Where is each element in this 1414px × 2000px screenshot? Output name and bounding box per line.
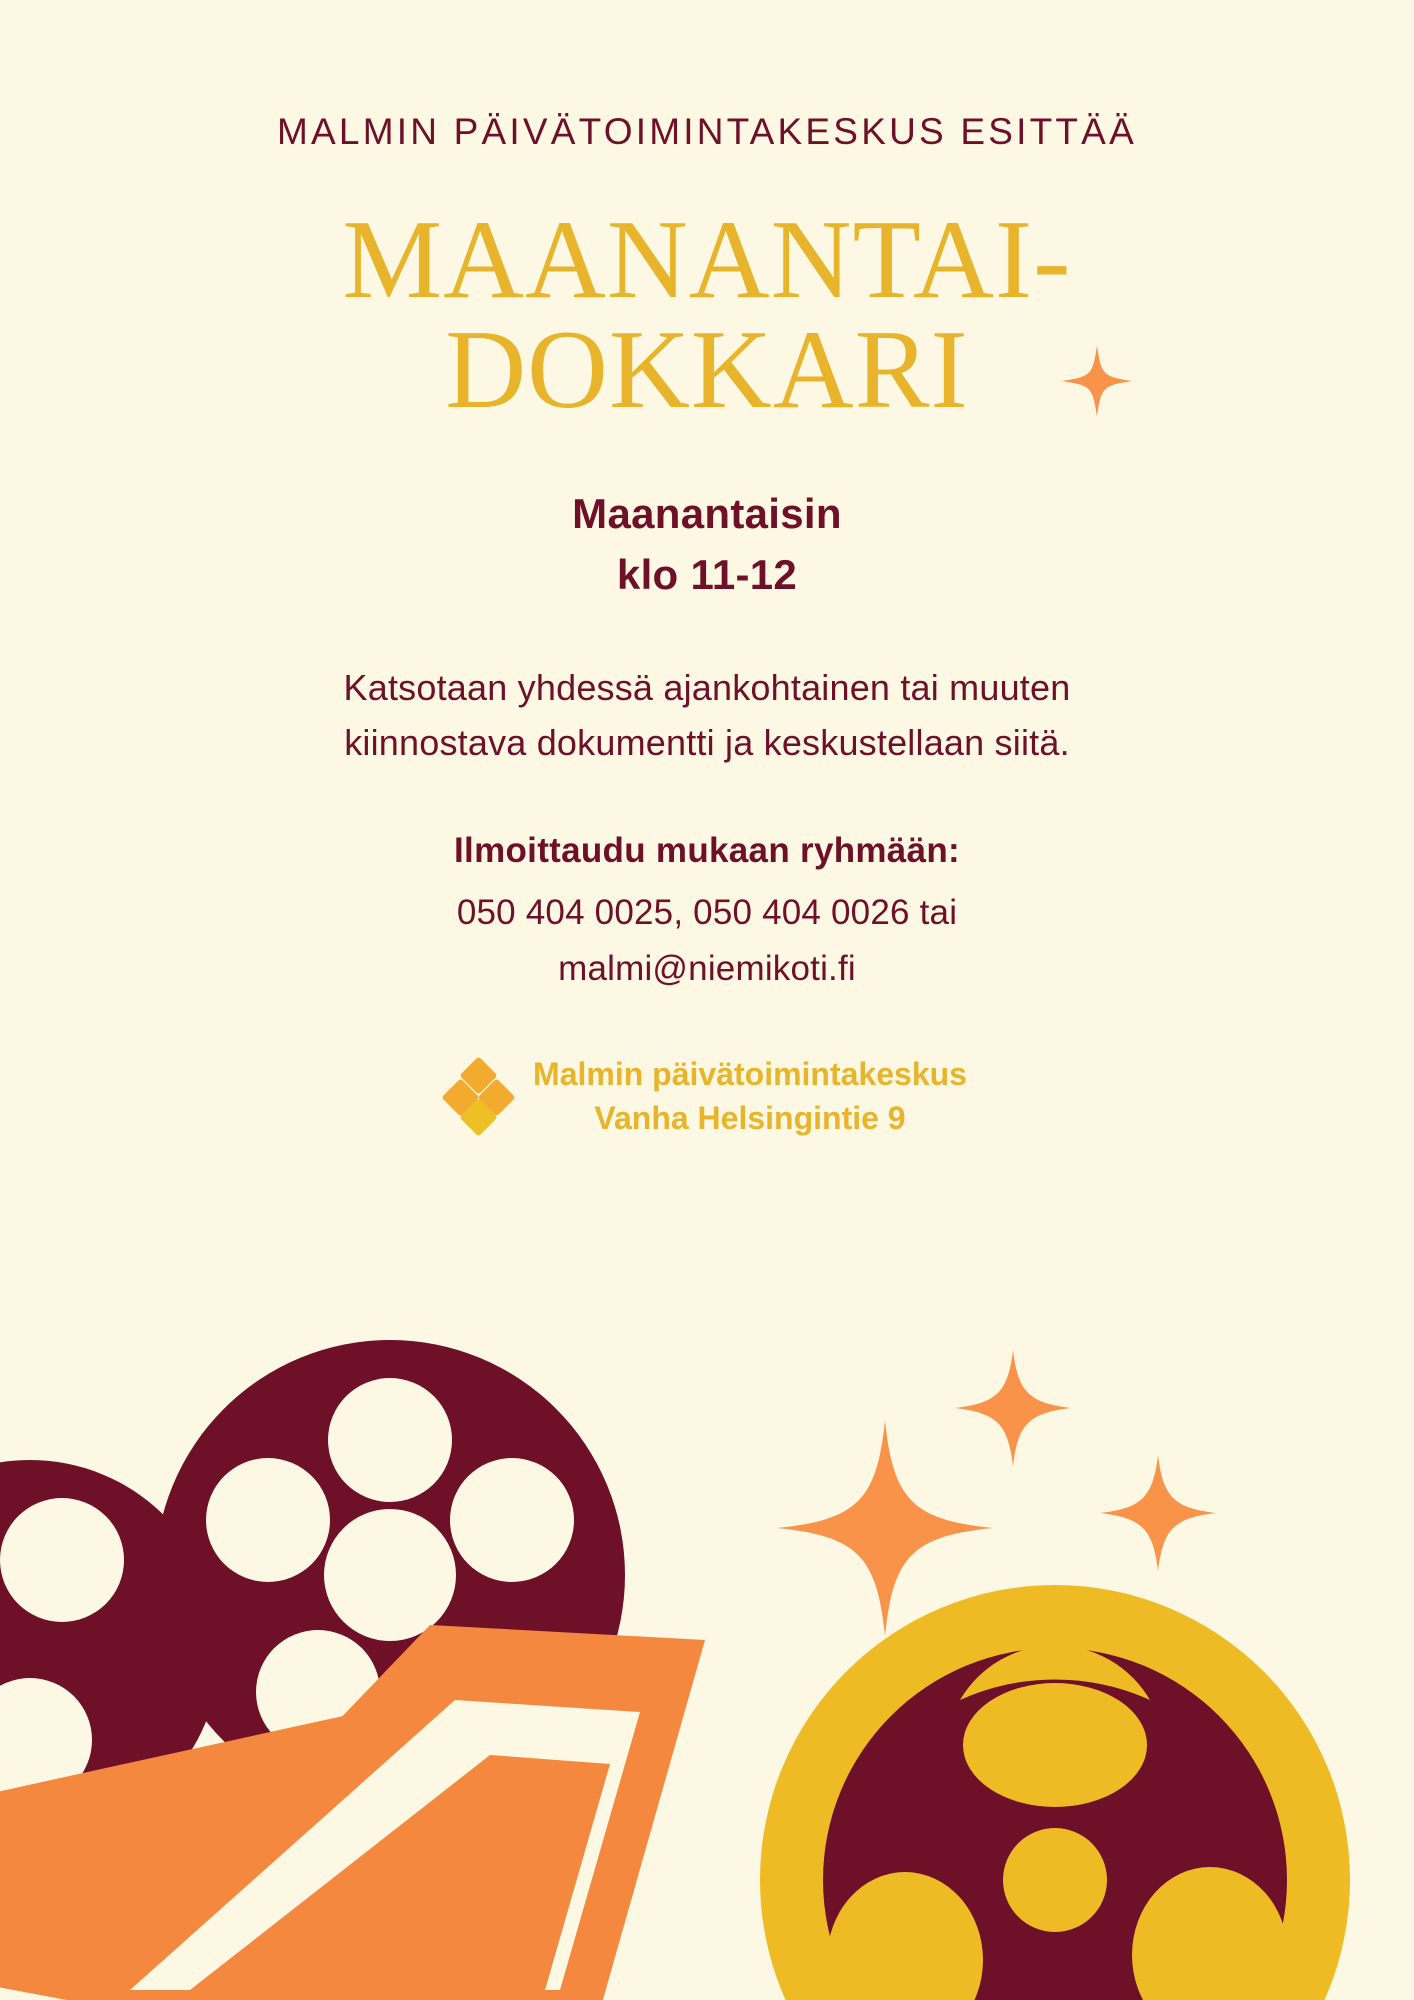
diamond-cluster-icon (447, 1064, 511, 1128)
sparkle-headline-icon (1060, 344, 1134, 418)
film-reel-maroon-left-icon (0, 1460, 220, 1840)
poster-headline (0, 198, 1414, 433)
schedule-day: Maanantaisin (572, 489, 842, 537)
signup-email: malmi@niemikoti.fi (558, 949, 856, 989)
poster-eyebrow: MALMIN PÄIVÄTOIMINTAKESKUS ESITTÄÄ (277, 111, 1137, 152)
schedule-time: klo 11-12 (616, 550, 798, 598)
venue-block (0, 1052, 1414, 1140)
signup-heading: Ilmoittaudu mukaan ryhmään: (454, 831, 960, 871)
venue-text (533, 1052, 967, 1140)
sparkle-small-icon (1100, 1455, 1216, 1571)
sparkle-large-icon (777, 1420, 993, 1636)
signup-contact (0, 885, 1414, 997)
venue-address: Vanha Helsingintie 9 (594, 1100, 906, 1137)
poster-schedule (0, 484, 1414, 606)
headline-line-2: DOKKARI (445, 308, 969, 433)
poster-description: Katsotaan yhdessä ajankohtainen tai muuten kiinnostava dokumentti ja keskustellaan siitä. (343, 666, 1071, 764)
signup-phone-numbers: 050 404 0025, 050 404 0026 tai (456, 893, 958, 933)
film-strip-orange-icon (0, 1625, 705, 2000)
headline-line-1: MAANANTAI- (342, 198, 1072, 323)
film-reel-yellow-icon (760, 1585, 1350, 2000)
film-reel-maroon-icon (155, 1340, 625, 1810)
venue-name: Malmin päivätoimintakeskus (533, 1056, 967, 1093)
sparkle-small-icon (955, 1350, 1071, 1466)
